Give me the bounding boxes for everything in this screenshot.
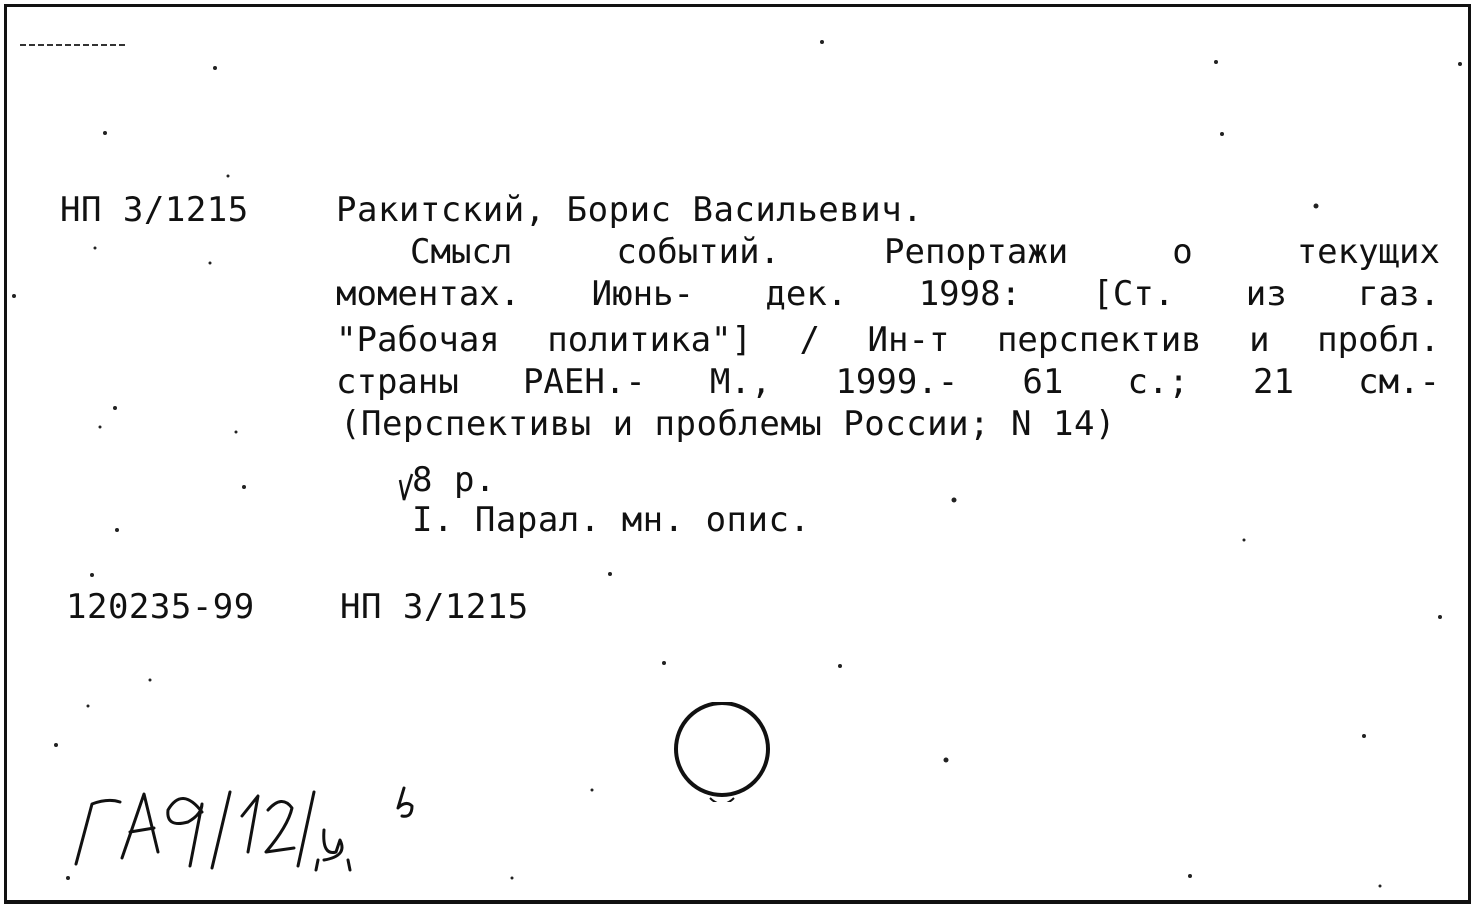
description-line-2: моментах. Июнь- дек. 1998: [Ст. из газ. <box>336 274 1440 314</box>
description-line-3: "Рабочая политика"] / Ин-т перспектив и пробл. <box>336 320 1440 360</box>
shelf-mark: НП 3/1215 <box>60 190 249 230</box>
description-line-1: Смысл событий. Репортажи о текущих <box>410 232 1440 272</box>
author-heading: Ракитский, Борис Васильевич. <box>336 190 924 230</box>
inventory-number: 120235-99 <box>66 587 255 627</box>
card-top-rule <box>20 44 125 46</box>
description-line-5: (Перспективы и проблемы России; N 14) <box>340 404 1116 444</box>
subject-entry: I. Парал. мн. опис. <box>412 500 811 540</box>
description-line-4: страны РАЕН.- М., 1999.- 61 с.; 21 см.- <box>336 362 1440 402</box>
shelf-mark-repeat: НП 3/1215 <box>340 587 529 627</box>
punch-hole <box>672 702 772 802</box>
price: 8 р. <box>412 460 496 500</box>
